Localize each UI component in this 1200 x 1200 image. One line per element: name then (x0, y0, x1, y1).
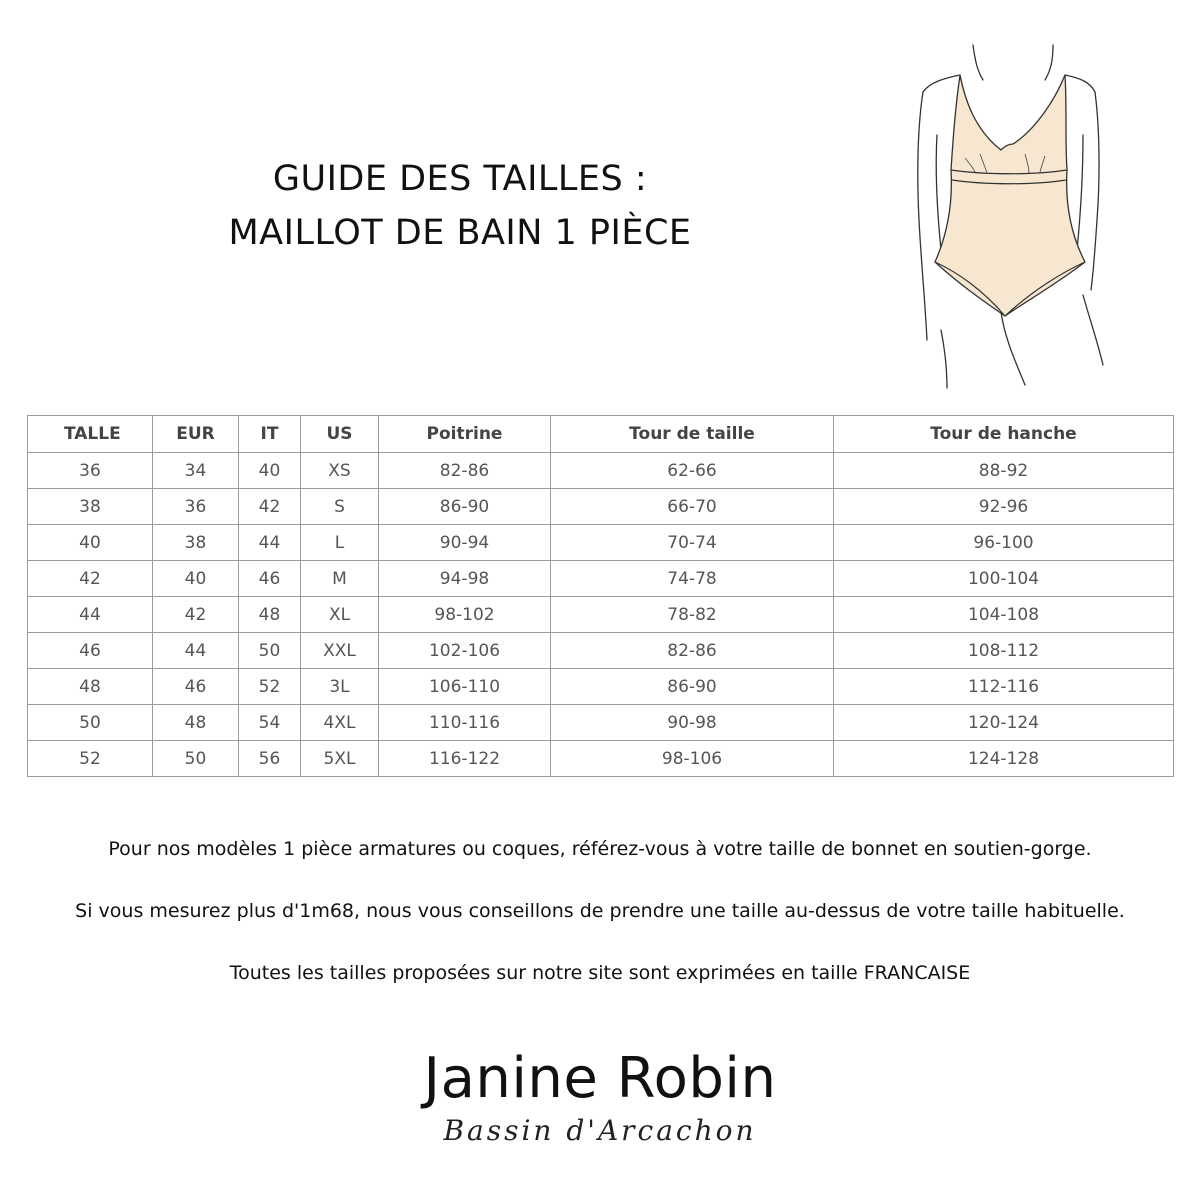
table-cell: 44 (239, 525, 301, 561)
table-cell: 108-112 (834, 633, 1174, 669)
table-cell: 86-90 (551, 669, 834, 705)
size-notes (0, 832, 1200, 1018)
table-cell: 42 (28, 561, 153, 597)
table-cell: 40 (153, 561, 239, 597)
table-cell: 124-128 (834, 741, 1174, 777)
table-cell: 98-106 (551, 741, 834, 777)
table-cell: 66-70 (551, 489, 834, 525)
table-cell: 46 (239, 561, 301, 597)
table-cell: 90-94 (379, 525, 551, 561)
table-cell: 98-102 (379, 597, 551, 633)
table-cell: 50 (153, 741, 239, 777)
note-height: Si vous mesurez plus d'1m68, nous vous conseillons de prendre une taille au-dessus de votre taille habituelle. (75, 900, 1125, 922)
table-cell: 90-98 (551, 705, 834, 741)
table-row (28, 561, 1174, 597)
swimsuit-body (935, 75, 1085, 316)
table-cell: 5XL (301, 741, 379, 777)
table-cell: 48 (28, 669, 153, 705)
table-cell: 44 (28, 597, 153, 633)
table-cell: 34 (153, 453, 239, 489)
header-poitrine: Poitrine (379, 416, 551, 453)
table-cell: 86-90 (379, 489, 551, 525)
title-line-1: GUIDE DES TAILLES : (272, 159, 648, 199)
note-french-sizes: Toutes les tailles proposées sur notre site sont exprimées en taille FRANCAISE (229, 962, 971, 984)
table-cell: 42 (239, 489, 301, 525)
table-row (28, 525, 1174, 561)
table-cell: 56 (239, 741, 301, 777)
table-cell: 104-108 (834, 597, 1174, 633)
header-eur: EUR (153, 416, 239, 453)
table-cell: 94-98 (379, 561, 551, 597)
table-cell: 46 (28, 633, 153, 669)
size-table-body (28, 453, 1174, 777)
brand-tagline: Bassin d'Arcachon (443, 1114, 757, 1147)
table-cell: 4XL (301, 705, 379, 741)
table-cell: 42 (153, 597, 239, 633)
size-table (27, 415, 1174, 777)
table-cell: 116-122 (379, 741, 551, 777)
table-cell: 48 (239, 597, 301, 633)
table-row (28, 669, 1174, 705)
brand-logo: Janine Robin (423, 1046, 777, 1111)
table-cell: 106-110 (379, 669, 551, 705)
table-cell: 3L (301, 669, 379, 705)
table-cell: XS (301, 453, 379, 489)
title-line-2: MAILLOT DE BAIN 1 PIÈCE (228, 213, 692, 253)
table-cell: 36 (153, 489, 239, 525)
table-row (28, 633, 1174, 669)
table-cell: 50 (239, 633, 301, 669)
table-row (28, 597, 1174, 633)
table-cell: 48 (153, 705, 239, 741)
table-cell: 70-74 (551, 525, 834, 561)
table-cell: 44 (153, 633, 239, 669)
table-cell: 96-100 (834, 525, 1174, 561)
table-cell: 62-66 (551, 453, 834, 489)
table-row (28, 741, 1174, 777)
table-cell: 50 (28, 705, 153, 741)
table-cell: 88-92 (834, 453, 1174, 489)
table-cell: 102-106 (379, 633, 551, 669)
table-cell: 40 (239, 453, 301, 489)
table-cell: 110-116 (379, 705, 551, 741)
header-us: US (301, 416, 379, 453)
header-tour-de-taille: Tour de taille (551, 416, 834, 453)
table-cell: 92-96 (834, 489, 1174, 525)
table-cell: 120-124 (834, 705, 1174, 741)
table-cell: 82-86 (379, 453, 551, 489)
table-cell: 46 (153, 669, 239, 705)
table-cell: 54 (239, 705, 301, 741)
table-cell: L (301, 525, 379, 561)
table-cell: 82-86 (551, 633, 834, 669)
table-cell: 40 (28, 525, 153, 561)
header-it: IT (239, 416, 301, 453)
page-title (160, 152, 760, 260)
table-cell: 112-116 (834, 669, 1174, 705)
table-cell: 78-82 (551, 597, 834, 633)
note-armatures: Pour nos modèles 1 pièce armatures ou coques, référez-vous à votre taille de bonnet en soutien-gorge. (108, 838, 1092, 860)
table-cell: 38 (28, 489, 153, 525)
table-cell: 100-104 (834, 561, 1174, 597)
table-cell: 52 (28, 741, 153, 777)
table-row (28, 489, 1174, 525)
table-cell: 52 (239, 669, 301, 705)
table-cell: XXL (301, 633, 379, 669)
table-cell: 36 (28, 453, 153, 489)
table-cell: 38 (153, 525, 239, 561)
table-cell: 74-78 (551, 561, 834, 597)
header-tour-de-hanche: Tour de hanche (834, 416, 1174, 453)
table-row (28, 453, 1174, 489)
table-header-row (28, 416, 1174, 453)
table-row (28, 705, 1174, 741)
table-cell: M (301, 561, 379, 597)
swimsuit-illustration (905, 40, 1105, 390)
header-talle: TALLE (28, 416, 153, 453)
table-cell: S (301, 489, 379, 525)
table-cell: XL (301, 597, 379, 633)
